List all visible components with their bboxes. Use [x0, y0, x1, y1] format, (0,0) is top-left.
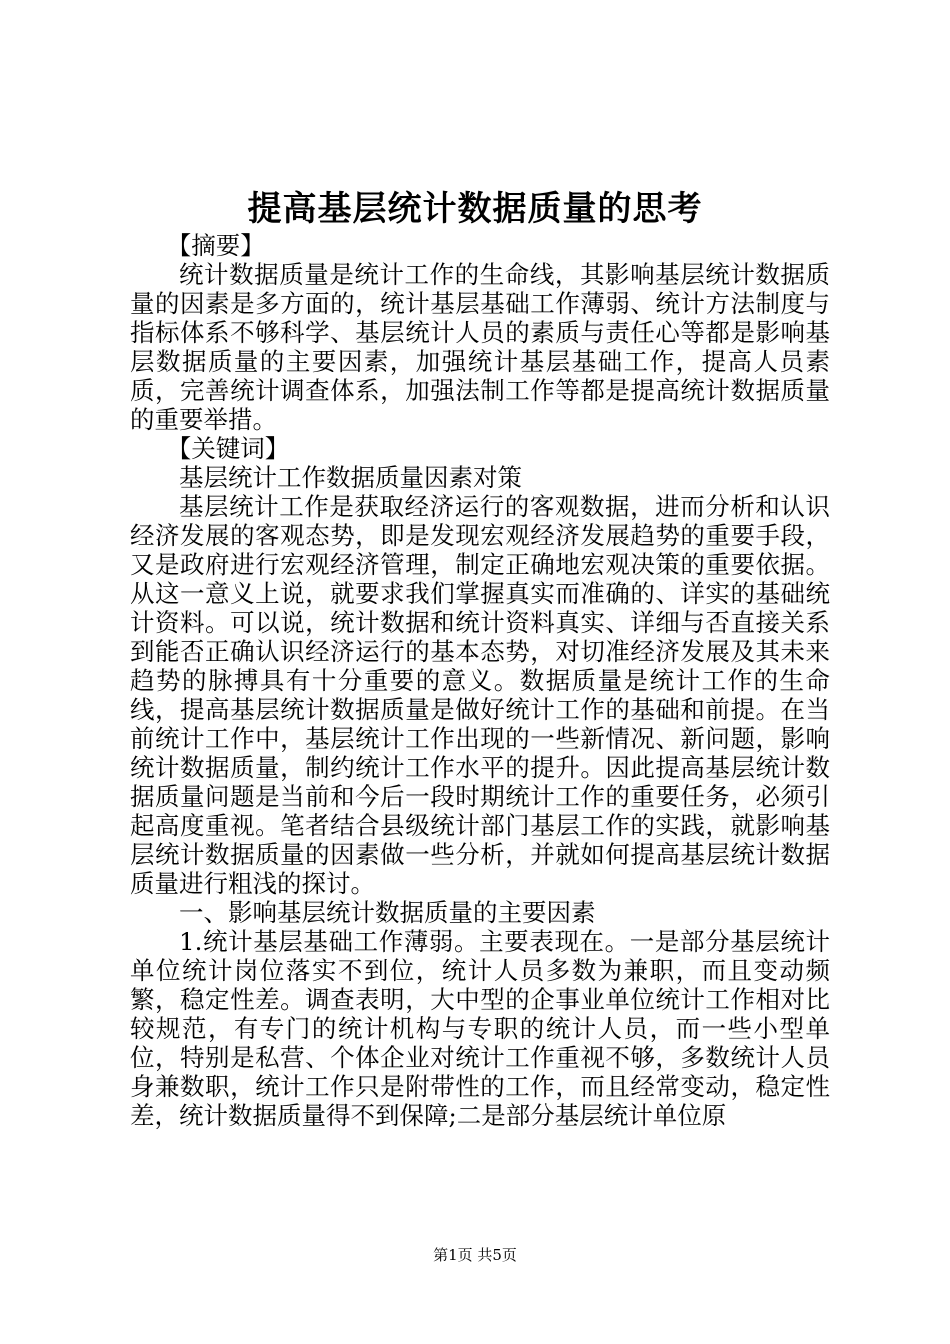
- document-body: [130, 231, 830, 1130]
- section-heading: 一、影响基层统计数据质量的主要因素: [179, 898, 596, 927]
- keywords-label: 【关键词】: [166, 434, 290, 463]
- section-paragraph: 1.统计基层基础工作薄弱。主要表现在。一是部分基层统计单位统计岗位落实不到位，统计人员多数为兼职，而且变动频繁，稳定性差。调查表明，大中型的企事业单位统计工作相对比较规范，有专门的统计机构与专职的统计人员，而一些小型单位，特别是私营、个体企业对统计工作重视不够，多数统计人员身兼数职，统计工作只是附带性的工作，而且经常变动，稳定性差，统计数据质量得不到保障;二是部分基层统计单位原: [130, 927, 830, 1130]
- keywords-paragraph: 基层统计工作数据质量因素对策: [179, 463, 522, 492]
- abstract-label: 【摘要】: [166, 231, 265, 260]
- document-title: 提高基层统计数据质量的思考: [247, 189, 703, 229]
- intro-paragraph: 基层统计工作是获取经济运行的客观数据，进而分析和认识经济发展的客观态势，即是发现宏观经济发展趋势的重要手段，又是政府进行宏观经济管理，制定正确地宏观决策的重要依据。从这一意义上说，就要求我们掌握真实而准确的、详实的基础统计资料。可以说，统计数据和统计资料真实、详细与否直接关系到能否正确认识经济运行的基本态势，对切准经济发展及其未来趋势的脉搏具有十分重要的意义。数据质量是统计工作的生命线，提高基层统计数据质量是做好统计工作的基础和前提。在当前统计工作中，基层统计工作出现的一些新情况、新问题，影响统计数据质量，制约统计工作水平的提升。因此提高基层统计数据质量问题是当前和今后一段时期统计工作的重要任务，必须引起高度重视。笔者结合县级统计部门基层工作的实践，就影响基层统计数据质量的因素做一些分析，并就如何提高基层统计数据质量进行粗浅的探讨。: [130, 492, 830, 898]
- abstract-paragraph: 统计数据质量是统计工作的生命线，其影响基层统计数据质量的因素是多方面的，统计基层基础工作薄弱、统计方法制度与指标体系不够科学、基层统计人员的素质与责任心等都是影响基层数据质量的主要因素，加强统计基层基础工作，提高人员素质，完善统计调查体系，加强法制工作等都是提高统计数据质量的重要举措。: [130, 260, 830, 434]
- page-footer: 第1页 共5页: [433, 1246, 517, 1264]
